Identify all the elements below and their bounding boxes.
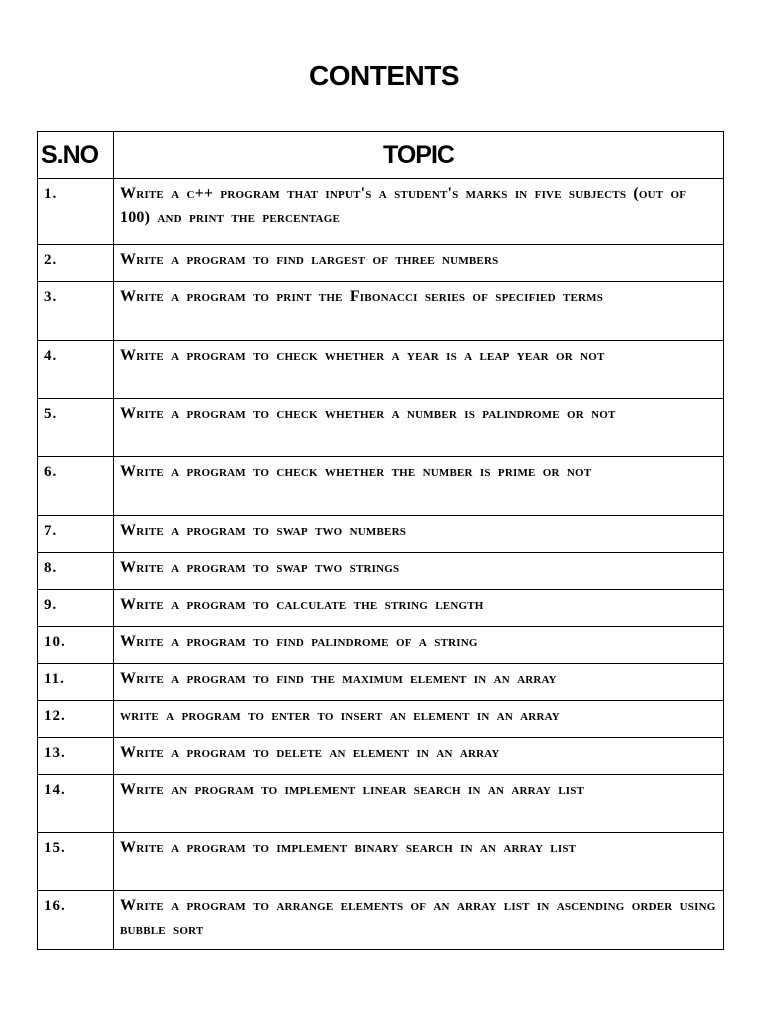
row-number: 13. <box>38 738 114 775</box>
row-number: 11. <box>38 664 114 701</box>
table-row <box>38 179 724 245</box>
row-topic: Write a program to print the Fibonacci series of specified terms <box>114 282 724 341</box>
row-number: 2. <box>38 245 114 282</box>
row-number: 4. <box>38 341 114 399</box>
table-row <box>38 664 724 701</box>
row-number: 10. <box>38 627 114 664</box>
row-number: 5. <box>38 399 114 457</box>
table-row <box>38 341 724 399</box>
row-topic: Write a program to swap two numbers <box>114 516 724 553</box>
table-row <box>38 775 724 833</box>
table-row <box>38 553 724 590</box>
row-number: 1. <box>38 179 114 245</box>
row-topic: Write a program to delete an element in an array <box>114 738 724 775</box>
row-topic: Write a program to check whether a number is palindrome or not <box>114 399 724 457</box>
row-number: 16. <box>38 891 114 950</box>
row-topic: Write a c++ program that input's a student's marks in five subjects (out of 100) and print the percentage <box>114 179 724 245</box>
row-topic: Write a program to check whether a year is a leap year or not <box>114 341 724 399</box>
row-number: 9. <box>38 590 114 627</box>
table-row <box>38 245 724 282</box>
table-row <box>38 516 724 553</box>
table-row <box>38 701 724 738</box>
table-row <box>38 282 724 341</box>
row-topic: Write a program to swap two strings <box>114 553 724 590</box>
row-topic: Write a program to arrange elements of an array list in ascending order using bubble sort <box>114 891 724 950</box>
row-number: 3. <box>38 282 114 341</box>
row-topic: Write a program to calculate the string length <box>114 590 724 627</box>
row-topic: Write a program to find the maximum element in an array <box>114 664 724 701</box>
table-row <box>38 891 724 950</box>
table-row <box>38 833 724 891</box>
row-number: 8. <box>38 553 114 590</box>
row-topic: Write a program to find largest of three numbers <box>114 245 724 282</box>
row-number: 15. <box>38 833 114 891</box>
row-topic: Write an program to implement linear search in an array list <box>114 775 724 833</box>
row-topic: Write a program to implement binary search in an array list <box>114 833 724 891</box>
row-number: 12. <box>38 701 114 738</box>
table-row <box>38 399 724 457</box>
page-title: CONTENTS <box>309 60 459 91</box>
topic-column-header: TOPIC <box>114 132 724 179</box>
table-row <box>38 457 724 516</box>
table-header-row <box>38 132 724 179</box>
row-number: 6. <box>38 457 114 516</box>
sno-column-header: S.NO <box>38 132 114 179</box>
row-topic: Write a program to check whether the number is prime or not <box>114 457 724 516</box>
row-number: 14. <box>38 775 114 833</box>
row-topic: Write a program to find palindrome of a string <box>114 627 724 664</box>
row-topic: write a program to enter to insert an element in an array <box>114 701 724 738</box>
row-number: 7. <box>38 516 114 553</box>
table-row <box>38 627 724 664</box>
table-row <box>38 590 724 627</box>
table-row <box>38 738 724 775</box>
contents-table <box>37 131 724 950</box>
